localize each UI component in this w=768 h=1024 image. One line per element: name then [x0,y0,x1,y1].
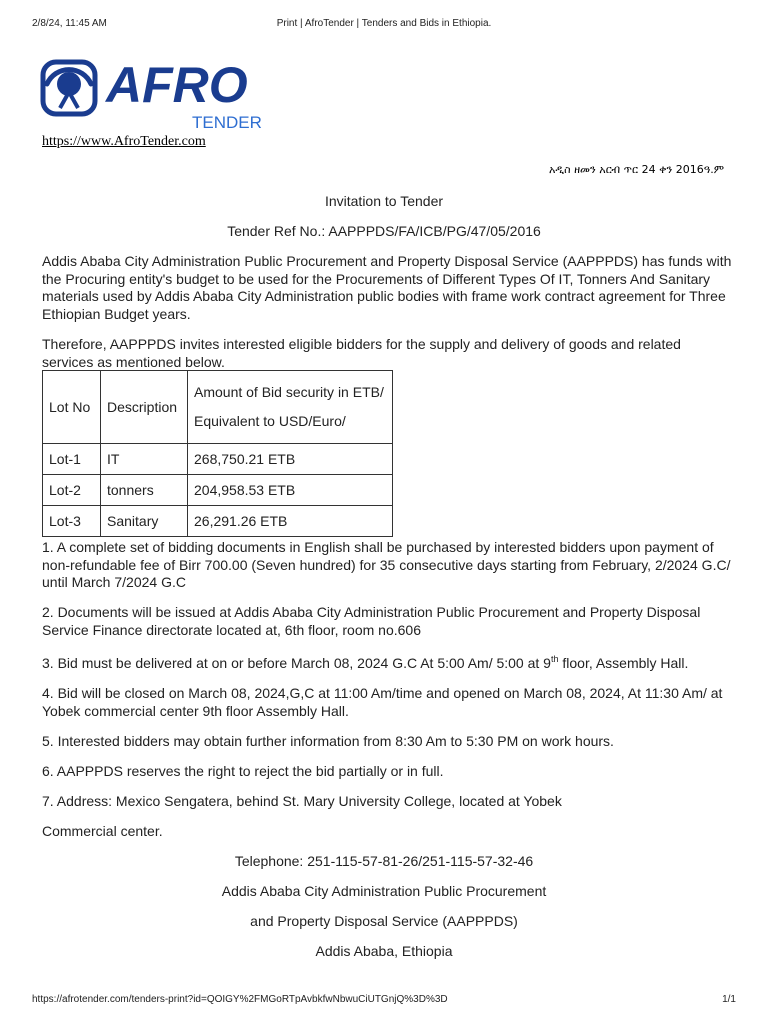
lot-table [42,370,393,537]
cell-lot: Lot-2 [43,475,101,506]
cell-description: tonners [101,475,188,506]
header-lot-no: Lot No [43,371,101,444]
item-3-text: 3. Bid must be delivered at on or before March 08, 2024 G.C At 5:00 Am/ 5:00 at 9 [42,655,551,671]
item-7-continued: Commercial center. [42,823,163,839]
cell-amount: 268,750.21 ETB [188,444,393,475]
org-name-line1: Addis Ababa City Administration Public Procurement [221,883,547,899]
cell-amount: 26,291.26 ETB [188,506,393,537]
print-datetime: 2/8/24, 11:45 AM [32,18,107,29]
tender-ref: Tender Ref No.: AAPPPDS/FA/ICB/PG/47/05/2016 [227,223,541,239]
item-2: 2. Documents will be issued at Addis Ababa City Administration Public Procurement and Property Disposal Service Finance directorate located at, 6th floor, room no.606 [42,604,701,638]
item-3-text-end: floor, Assembly Hall. [558,655,689,671]
cell-description: Sanitary [101,506,188,537]
print-header [32,18,736,32]
item-5: 5. Interested bidders may obtain further information from 8:30 Am to 5:30 PM on work hours. [42,733,614,749]
cell-lot: Lot-3 [43,506,101,537]
logo-wordmark: AFRO [106,57,248,113]
page-heading: Invitation to Tender [324,193,444,209]
org-name-line2: and Property Disposal Service (AAPPPDS) [250,913,518,929]
lock-emblem-icon [43,62,95,114]
table-row [43,475,393,506]
invitation-paragraph: Therefore, AAPPPDS invites interested eligible bidders for the supply and delivery of goods and related services as mentioned below. [42,336,681,370]
header-amount-line1: Amount of Bid security in ETB/ [194,384,384,400]
print-footer [32,994,736,1008]
item-4: 4. Bid will be closed on March 08, 2024,G,C at 11:00 Am/time and opened on March 08, 2024, At 11:30 Am/ at Yobek commercial center 9th floor Assembly Hall. [42,685,723,719]
logo-tagline: TENDER [192,113,262,132]
lot-table-header [43,371,393,444]
org-city: Addis Ababa, Ethiopia [315,943,453,959]
item-3 [42,655,732,673]
intro-paragraph: Addis Ababa City Administration Public Procurement and Property Disposal Service (AAPPPDS) has funds with the Procuring entity's budget to be used for the Procurements of Different Types Of IT, Tonners And Sanitary materials used by Addis Ababa City Administration public bodies with frame work contract agreement for Three Ethiopian Budget years. [42,253,732,322]
telephone: Telephone: 251-115-57-81-26/251-115-57-32-46 [234,853,534,869]
cell-description: IT [101,444,188,475]
afrotender-logo [40,48,270,134]
item-3-superscript: th [550,654,559,664]
header-amount-line2: Equivalent to USD/Euro/ [194,413,346,429]
print-url: https://afrotender.com/tenders-print?id=QOIGY%2FMGoRTpAvbkfwNbwuCiUTGnjQ%3D%3D [32,994,448,1005]
header-amount [188,371,393,444]
item-7: 7. Address: Mexico Sengatera, behind St. Mary University College, located at Yobek [42,793,562,809]
print-page-number: 1/1 [722,994,736,1005]
cell-amount: 204,958.53 ETB [188,475,393,506]
item-6: 6. AAPPPDS reserves the right to reject the bid partially or in full. [42,763,444,779]
amharic-date: አዲስ ዘመን አርብ ጥር 24 ቀን 2016ዓ.ም [548,163,724,176]
header-description: Description [101,371,188,444]
item-1: 1. A complete set of bidding documents in English shall be purchased by interested bidders upon payment of non-refundable fee of Birr 700.00 (Seven hundred) for 35 consecutive days starting from February, 2/2024 G.C/ until March 7/2024 G.C [42,539,731,590]
site-link[interactable]: https://www.AfroTender.com [42,134,206,149]
table-row [43,444,393,475]
cell-lot: Lot-1 [43,444,101,475]
table-row [43,506,393,537]
print-page-title: Print | AfroTender | Tenders and Bids in Ethiopia. [276,18,492,29]
